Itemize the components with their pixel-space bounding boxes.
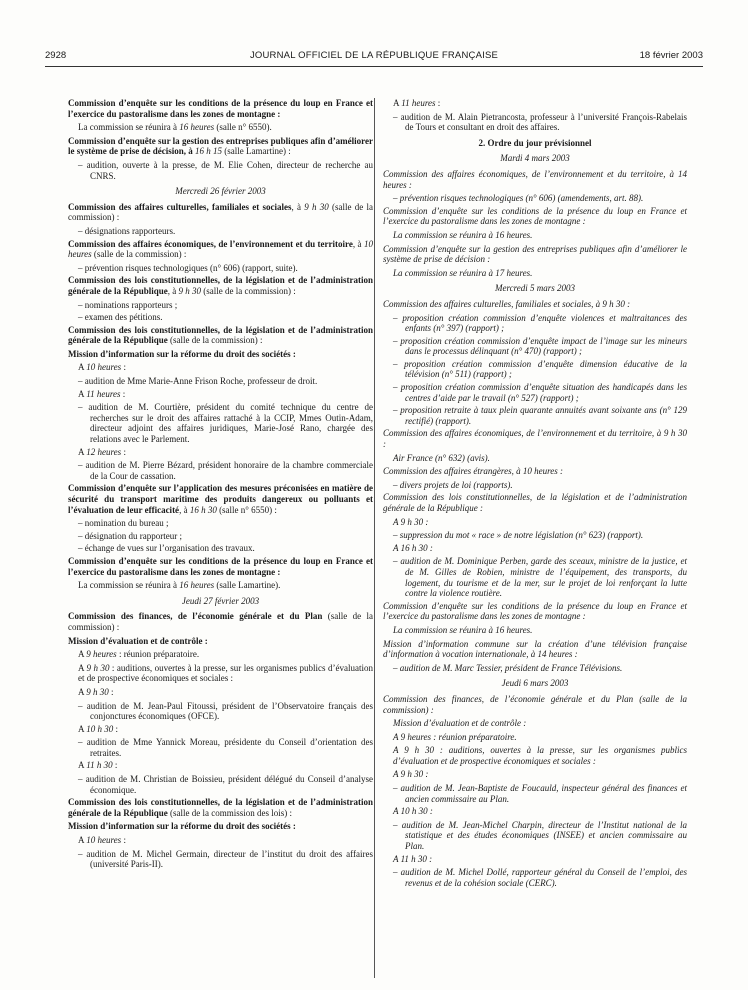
committee-heading: Commission d’enquête sur les conditions de la présence du loup en France et l’exercice du pastoralisme dans les zones de montagne : — [68, 555, 373, 577]
text-run: 16 h 15 — [194, 146, 222, 157]
text-run: Commission des affaires culturelles, familiales et sociales — [68, 201, 292, 212]
text-run: – audition, ouverte à la presse, de M. Elie Cohen, directeur de recherche au CNRS. — [78, 159, 373, 181]
agenda-item: – proposition création commission d’enquête dimension éducative de la télévision (n° 511) (rapport) ; — [393, 358, 687, 380]
schedule-line — [68, 389, 373, 400]
text-run: 12 heures — [86, 446, 122, 457]
schedule-line — [68, 760, 373, 771]
day-heading: Mercredi 5 mars 2003 — [494, 283, 576, 294]
paragraph — [68, 136, 373, 157]
text-run: (salle n° 6550). — [214, 122, 272, 133]
agenda-item — [68, 543, 373, 554]
agenda-item: – divers projets de loi (rapports). — [393, 479, 513, 490]
page-header — [45, 50, 703, 64]
text-run: La commission se réunira à — [78, 122, 180, 133]
paragraph: Mission d’information commune sur la création d’une télévision française d’information à vocation internationale, à 14 heures : — [383, 638, 687, 660]
text-run: A — [78, 662, 87, 673]
text-run: (salle de la commission) : — [68, 611, 374, 632]
agenda-item — [68, 737, 373, 758]
agenda-item: – audition de M. Marc Tessier, président de France Télévisions. — [393, 662, 623, 673]
text-run: – désignations rapporteurs. — [78, 225, 176, 236]
right-column — [383, 98, 687, 890]
schedule-line: La commission se réunira à 16 heures. — [393, 624, 533, 635]
text-run: : — [121, 446, 126, 457]
schedule-line: A 9 h 30 : — [393, 769, 429, 780]
agenda-item: – audition de M. Michel Dollé, rapporteur général du Conseil de l’emploi, des revenus et de la cohésion sociale (CERC). — [393, 867, 687, 888]
agenda-item — [68, 300, 373, 311]
agenda-item — [68, 518, 373, 529]
paragraph — [68, 797, 373, 818]
text-run: A — [78, 723, 87, 734]
text-run: – échange de vues sur l’organisation des travaux. — [78, 543, 255, 554]
day-heading: Mercredi 26 février 2003 — [175, 186, 266, 197]
paragraph: Commission d’enquête sur les conditions de la présence du loup en France et l’exercice du pastoralisme dans les zones de montagne : — [383, 600, 687, 622]
text-run: – désignation du rapporteur ; — [78, 530, 182, 541]
schedule-line: Air France (n° 632) (avis). — [393, 452, 490, 463]
text-run: 9 h 30 — [86, 686, 109, 697]
text-run: – examen des pétitions. — [78, 312, 163, 323]
paragraph — [68, 325, 373, 346]
text-run: – audition de M. Jean-Paul Fitoussi, président de l’Observatoire français des conjonctures économiques (OFCE). — [78, 700, 373, 722]
committee-heading: Commission d’enquête sur les conditions de la présence du loup en France et l’exercice du pastoralisme dans les zones de montagne : — [68, 98, 373, 119]
text-run: A — [78, 760, 87, 771]
text-run: 11 heures — [86, 388, 121, 399]
text-run: 9 h 30 — [86, 662, 110, 673]
agenda-item — [383, 112, 687, 133]
text-run: 11 heures — [401, 98, 436, 108]
paragraph: Commission d’enquête sur la gestion des entreprises publiques afin d’améliorer le système de prise de décision : — [383, 243, 687, 265]
page-number: 2928 — [45, 50, 67, 61]
section-heading: 2. Ordre du jour prévisionnel — [478, 137, 592, 148]
text-run: 10 heures — [68, 238, 373, 260]
schedule-line — [383, 98, 687, 109]
text-run: Commission d’enquête sur l’application des mesures préconisées en matière de sécurité du transport maritime des produits dangereux ou polluants et l’évaluation de leur efficacité — [68, 483, 373, 515]
text-run: Commission des lois constitutionnelles, de la législation et de l’administration générale de la République — [68, 275, 373, 296]
agenda-item: – proposition retraite à taux plein quarante annuités avant soixante ans (n° 129 rectifié) (rapport). — [393, 405, 687, 426]
agenda-item — [68, 226, 373, 237]
schedule-line — [68, 835, 373, 846]
agenda-item — [68, 312, 373, 323]
text-run: La commission se réunira à — [78, 580, 180, 591]
paragraph: Commission des lois constitutionnelles, de la législation et de l’administration générale de la République : — [383, 492, 687, 513]
text-run: Commission des finances, de l’économie générale et du Plan — [68, 611, 323, 622]
schedule-line — [68, 122, 373, 133]
text-run: Commission d’enquête sur la gestion des entreprises publiques afin d’améliorer le système de prise de décision, à — [68, 135, 373, 157]
text-run: – nominations rapporteurs ; — [78, 299, 178, 310]
text-run: – audition de Mme Yannick Moreau, présidente du Conseil d’orientation des retraites. — [78, 737, 373, 758]
schedule-line — [68, 663, 373, 684]
text-run: , à — [179, 504, 190, 515]
text-run: (salle de la commission des lois) : — [167, 807, 292, 818]
text-run: : — [120, 388, 126, 399]
text-run: 16 heures — [179, 122, 215, 133]
text-run: : — [108, 686, 114, 697]
text-run: : — [113, 723, 119, 734]
text-run: , à — [167, 285, 179, 296]
text-run: A — [78, 686, 87, 697]
schedule-line: A 9 heures : réunion préparatoire. — [393, 731, 517, 742]
text-run: : — [121, 835, 126, 846]
schedule-line: A 11 h 30 : — [393, 853, 433, 864]
text-run: A — [78, 649, 87, 660]
text-run: 9 h 30 — [178, 285, 202, 296]
paragraph — [68, 239, 373, 260]
agenda-item — [68, 774, 373, 795]
agenda-item: – audition de M. Jean-Michel Charpin, directeur de l’Institut national de la statistique et des études économiques (INSEE) et ancien commissaire au Plan. — [393, 819, 687, 852]
day-heading: Mardi 4 mars 2003 — [500, 153, 570, 164]
schedule-line: A 9 h 30 : auditions, ouvertes à la presse, sur les organismes publics d’évaluation et de prospective économiques et sociales : — [393, 745, 687, 766]
day-heading: Jeudi 27 février 2003 — [181, 595, 260, 606]
schedule-line: A 16 h 30 : — [393, 542, 433, 553]
schedule-line: A 9 h 30 : — [393, 516, 429, 527]
text-run: – prévention risques technologiques (n° 606) (rapport, suite). — [78, 262, 298, 273]
text-run: 16 h 30 — [189, 504, 217, 515]
text-run: 10 h 30 — [86, 723, 114, 734]
paragraph: Commission des finances, de l’économie générale et du Plan (salle de la commission) : — [383, 693, 687, 715]
text-run: : — [121, 362, 126, 373]
text-run: : — [112, 760, 118, 771]
text-run: 11 h 30 — [86, 760, 113, 771]
committee-heading: Mission d’information sur la réforme du droit des sociétés : — [68, 821, 296, 832]
text-run: (salle Lamartine) : — [221, 146, 291, 157]
schedule-line: La commission se réunira à 16 heures. — [393, 229, 533, 240]
paragraph: Commission des affaires économiques, de l’environnement et du territoire, à 14 heures : — [383, 168, 687, 190]
schedule-line: A 10 h 30 : — [393, 806, 433, 817]
text-run: Commission des affaires économiques, de l’environnement et du territoire — [68, 238, 353, 249]
agenda-item — [68, 263, 373, 274]
schedule-line — [68, 724, 373, 735]
text-run: , à — [291, 201, 305, 212]
text-run: A — [78, 388, 87, 399]
agenda-item — [68, 460, 373, 481]
text-run: : réunion préparatoire. — [116, 649, 200, 660]
agenda-item: – audition de M. Jean-Baptiste de Foucauld, inspecteur général des finances et ancien commissaire au Plan. — [393, 783, 687, 804]
paragraph: Commission des affaires économiques, de l’environnement et du territoire, à 9 h 30 : — [383, 428, 687, 450]
agenda-item — [68, 531, 373, 542]
text-run: – audition de M. Pierre Bézard, président honoraire de la chambre commerciale de la Cour de cassation. — [78, 460, 373, 481]
text-run: (salle de la commission) : — [91, 249, 187, 260]
text-run: – nomination du bureau ; — [78, 518, 169, 529]
paragraph: Commission d’enquête sur les conditions de la présence du loup en France et l’exercice du pastoralisme dans les zones de montagne : — [383, 205, 687, 227]
text-run: Commission des lois constitutionnelles, de la législation et de l’administration générale de la République — [68, 797, 373, 818]
schedule-line — [68, 362, 373, 373]
text-run: – audition de M. Alain Pietrancosta, professeur à l’université François-Rabelais de Tours et consultant en droit des affaires. — [393, 111, 687, 133]
text-run: , à — [352, 238, 364, 249]
schedule-line — [68, 687, 373, 698]
committee-heading: Mission d’information sur la réforme du droit des sociétés : — [68, 348, 296, 359]
text-run: (salle de la commission) : — [167, 335, 263, 346]
column-divider — [374, 98, 375, 978]
agenda-item — [68, 701, 373, 722]
schedule-line: Mission d’évaluation et de contrôle : — [393, 718, 527, 729]
day-heading: Jeudi 6 mars 2003 — [501, 678, 569, 689]
agenda-item: – prévention risques technologiques (n° 606) (amendements, art. 88). — [393, 193, 644, 204]
header-rule — [45, 66, 703, 67]
journal-title: JOURNAL OFFICIEL DE LA RÉPUBLIQUE FRANÇAISE — [249, 50, 499, 61]
paragraph — [68, 202, 373, 223]
schedule-line: La commission se réunira à 17 heures. — [393, 267, 533, 278]
paragraph — [68, 275, 373, 296]
paragraph — [68, 611, 373, 632]
agenda-item: – suppression du mot « race » de notre législation (n° 623) (rapport). — [393, 530, 644, 541]
text-run: 10 heures — [86, 835, 122, 846]
agenda-item: – audition de M. Dominique Perben, garde des sceaux, ministre de la justice, et de M. Gilles de Robien, ministre de l’équipement, des transports, du logement, du tourisme et de la mer, sur le projet de loi renforçant la lutte contre la violence routière. — [393, 556, 687, 599]
text-run: (salle n° 6550) : — [216, 504, 277, 515]
schedule-line — [68, 649, 373, 660]
schedule-line — [68, 580, 373, 591]
text-run: 9 h 30 — [304, 201, 329, 212]
text-run: Commission des lois constitutionnelles, de la législation et de l’administration générale de la République — [68, 324, 373, 346]
text-run: – audition de M. Christian de Boissieu, président délégué du Conseil d’analyse économique. — [78, 774, 373, 795]
issue-date: 18 février 2003 — [639, 50, 703, 61]
text-run: (salle Lamartine). — [214, 580, 281, 591]
agenda-item: – proposition création commission d’enquête situation des handicapés dans les centres d’aide par le travail (n° 527) (rapport) ; — [393, 382, 687, 403]
text-run: 16 heures — [179, 580, 215, 591]
text-run: A — [78, 362, 87, 373]
text-run: – audition de M. Courtière, président du comité technique du centre de recherches sur le droit des affaires rattaché à la CCIP, Mmes Outin-Adam, directeur adjoint des affaires juridiques, Marie-José Rano, chargée des relations avec le Parlement. — [78, 402, 373, 445]
agenda-item: – proposition création commission d’enquête violences et maltraitances des enfants (n° 397) (rapport) ; — [393, 312, 687, 334]
left-column — [68, 98, 373, 872]
paragraph — [68, 483, 373, 515]
text-run: : auditions, ouvertes à la presse, sur les organismes publics d’évaluation et de prospective économiques et sociales : — [78, 662, 373, 684]
text-run: – audition de Mme Marie-Anne Frison Roche, professeur de droit. — [78, 376, 318, 387]
text-run: – audition de M. Michel Germain, directeur de l’institut du droit des affaires (université Paris-II). — [78, 848, 373, 870]
text-run: (salle de la commission) : — [201, 285, 296, 296]
text-run: A — [78, 835, 87, 846]
paragraph: Commission des affaires étrangères, à 10 heures : — [383, 466, 563, 477]
agenda-item — [68, 376, 373, 387]
text-run: 10 heures — [86, 362, 122, 373]
agenda-item — [68, 849, 373, 870]
committee-heading: Mission d’évaluation et de contrôle : — [68, 635, 208, 646]
text-run: A — [78, 446, 87, 457]
paragraph: Commission des affaires culturelles, familiales et sociales, à 9 h 30 : — [383, 298, 631, 309]
agenda-item — [68, 160, 373, 181]
text-run: 9 heures — [86, 649, 117, 660]
text-run: A — [393, 98, 402, 108]
text-run: : — [435, 98, 441, 108]
text-run: (salle de la commission) : — [68, 201, 374, 223]
agenda-item: – proposition création commission d’enquête impact de l’image sur les mineurs dans le processus délinquant (n° 470) (rapport) ; — [393, 335, 687, 357]
schedule-line — [68, 447, 373, 458]
agenda-item — [68, 402, 373, 444]
